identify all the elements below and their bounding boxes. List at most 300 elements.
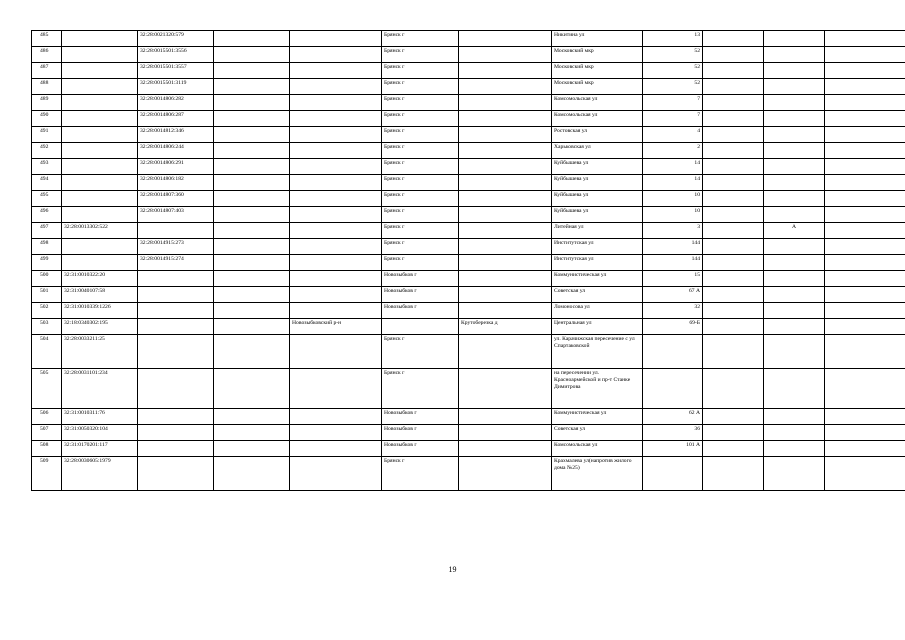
district-cell [290, 271, 382, 287]
row-number: 501 [32, 287, 62, 303]
table-row [32, 369, 905, 409]
locality-cell [459, 191, 552, 207]
cadastral-number-cell: 32:28:0014915:273 [138, 239, 214, 255]
empty-cell [214, 303, 290, 319]
cadastral-number-cell: 32:28:0015501:3119 [138, 79, 214, 95]
empty-cell [825, 303, 905, 319]
cadastral-number-cell: 32:28:0014806:182 [138, 175, 214, 191]
row-number: 495 [32, 191, 62, 207]
locality-cell [459, 239, 552, 255]
street-cell: Институтская ул [552, 239, 643, 255]
cadastral-number-cell: 32:31:0050320:104 [62, 425, 138, 441]
letter-cell [764, 159, 825, 175]
house-number-cell: 52 [643, 63, 703, 79]
house-number-cell: 15 [643, 271, 703, 287]
empty-cell [214, 457, 290, 491]
letter-cell [764, 303, 825, 319]
cadastral-number-cell [62, 79, 138, 95]
empty-cell [214, 223, 290, 239]
letter-cell [764, 79, 825, 95]
table-row [32, 271, 905, 287]
empty-cell [703, 143, 764, 159]
district-cell [290, 31, 382, 47]
empty-cell [825, 191, 905, 207]
house-number-cell: 14 [643, 159, 703, 175]
city-cell: Брянск г [382, 127, 459, 143]
letter-cell [764, 31, 825, 47]
cadastral-number-cell [138, 287, 214, 303]
cadastral-number-cell: 32:28:0014812:346 [138, 127, 214, 143]
cadastral-number-cell [62, 191, 138, 207]
cadastral-number-cell [62, 207, 138, 223]
locality-cell [459, 63, 552, 79]
letter-cell [764, 425, 825, 441]
empty-cell [825, 159, 905, 175]
row-number: 504 [32, 335, 62, 369]
table-row [32, 207, 905, 223]
district-cell [290, 441, 382, 457]
empty-cell [703, 409, 764, 425]
empty-cell [703, 191, 764, 207]
district-cell [290, 303, 382, 319]
street-cell: Ростовская ул [552, 127, 643, 143]
city-cell: Брянск г [382, 255, 459, 271]
city-cell: Брянск г [382, 63, 459, 79]
empty-cell [214, 425, 290, 441]
house-number-cell: 13 [643, 31, 703, 47]
table-row [32, 319, 905, 335]
table-row [32, 31, 905, 47]
district-cell [290, 425, 382, 441]
table-row [32, 409, 905, 425]
empty-cell [214, 369, 290, 409]
locality-cell [459, 255, 552, 271]
locality-cell [459, 303, 552, 319]
empty-cell [214, 63, 290, 79]
locality-cell [459, 287, 552, 303]
locality-cell [459, 223, 552, 239]
locality-cell [459, 95, 552, 111]
empty-cell [825, 425, 905, 441]
street-cell: Центральная ул [552, 319, 643, 335]
cadastral-number-cell [138, 425, 214, 441]
city-cell: Новозыбков г [382, 425, 459, 441]
table-row [32, 175, 905, 191]
district-cell [290, 457, 382, 491]
locality-cell [459, 47, 552, 63]
empty-cell [703, 111, 764, 127]
table-row [32, 143, 905, 159]
row-number: 508 [32, 441, 62, 457]
city-cell: Брянск г [382, 175, 459, 191]
empty-cell [703, 175, 764, 191]
empty-cell [703, 159, 764, 175]
cadastral-number-cell [62, 159, 138, 175]
row-number: 509 [32, 457, 62, 491]
city-cell: Брянск г [382, 31, 459, 47]
letter-cell [764, 207, 825, 223]
cadastral-number-cell: 32:28:0021320:579 [138, 31, 214, 47]
row-number: 505 [32, 369, 62, 409]
table-row [32, 223, 905, 239]
empty-cell [825, 31, 905, 47]
locality-cell [459, 111, 552, 127]
empty-cell [703, 79, 764, 95]
letter-cell [764, 111, 825, 127]
empty-cell [703, 239, 764, 255]
empty-cell [214, 409, 290, 425]
city-cell: Новозыбков г [382, 303, 459, 319]
cadastral-number-cell: 32:28:0013302:522 [62, 223, 138, 239]
street-cell: Институтская ул [552, 255, 643, 271]
district-cell [290, 207, 382, 223]
cadastral-number-cell: 32:28:0014806:282 [138, 95, 214, 111]
table-row [32, 111, 905, 127]
cadastral-number-cell [62, 143, 138, 159]
row-number: 498 [32, 239, 62, 255]
row-number: 490 [32, 111, 62, 127]
row-number: 486 [32, 47, 62, 63]
row-number: 499 [32, 255, 62, 271]
cadastral-number-cell [138, 271, 214, 287]
empty-cell [825, 319, 905, 335]
letter-cell [764, 369, 825, 409]
empty-cell [825, 175, 905, 191]
empty-cell [825, 47, 905, 63]
row-number: 492 [32, 143, 62, 159]
district-cell [290, 255, 382, 271]
empty-cell [703, 31, 764, 47]
empty-cell [825, 409, 905, 425]
house-number-cell: 144 [643, 255, 703, 271]
empty-cell [703, 223, 764, 239]
table-row [32, 63, 905, 79]
empty-cell [703, 303, 764, 319]
locality-cell [459, 425, 552, 441]
cadastral-number-cell [62, 255, 138, 271]
table-row [32, 425, 905, 441]
city-cell: Брянск г [382, 95, 459, 111]
district-cell [290, 369, 382, 409]
letter-cell [764, 409, 825, 425]
table-body [32, 31, 905, 491]
letter-cell [764, 143, 825, 159]
letter-cell [764, 271, 825, 287]
empty-cell [703, 127, 764, 143]
cadastral-number-cell: 32:31:0010322:20 [62, 271, 138, 287]
cadastral-number-cell: 32:31:0010339:1226 [62, 303, 138, 319]
house-number-cell: 3 [643, 223, 703, 239]
cadastral-number-cell [138, 457, 214, 491]
house-number-cell: 144 [643, 239, 703, 255]
city-cell: Брянск г [382, 457, 459, 491]
letter-cell [764, 335, 825, 369]
empty-cell [214, 319, 290, 335]
empty-cell [703, 441, 764, 457]
house-number-cell [643, 457, 703, 491]
street-cell: Куйбышева ул [552, 207, 643, 223]
city-cell: Брянск г [382, 335, 459, 369]
empty-cell [703, 207, 764, 223]
table-row [32, 335, 905, 369]
street-cell: Коммунистическая ул [552, 271, 643, 287]
house-number-cell: 62 А [643, 409, 703, 425]
house-number-cell: 14 [643, 175, 703, 191]
city-cell: Новозыбков г [382, 409, 459, 425]
empty-cell [703, 255, 764, 271]
locality-cell [459, 441, 552, 457]
empty-cell [214, 143, 290, 159]
empty-cell [703, 457, 764, 491]
empty-cell [214, 191, 290, 207]
street-cell: Советская ул [552, 425, 643, 441]
property-register-table [31, 30, 905, 491]
table-row [32, 255, 905, 271]
house-number-cell: 4 [643, 127, 703, 143]
empty-cell [825, 111, 905, 127]
table-row [32, 303, 905, 319]
street-cell: Крахмалева ул(напротив жилого дома №25) [552, 457, 643, 491]
street-cell: Куйбышева ул [552, 175, 643, 191]
city-cell: Брянск г [382, 111, 459, 127]
district-cell [290, 287, 382, 303]
locality-cell [459, 79, 552, 95]
locality-cell: Крутоберезка д [459, 319, 552, 335]
cadastral-number-cell [62, 63, 138, 79]
table-row [32, 95, 905, 111]
cadastral-number-cell [138, 369, 214, 409]
city-cell: Новозыбков г [382, 287, 459, 303]
district-cell [290, 409, 382, 425]
street-cell: Никитина ул [552, 31, 643, 47]
district-cell [290, 223, 382, 239]
empty-cell [214, 175, 290, 191]
street-cell: Коммунистическая ул [552, 409, 643, 425]
table-row [32, 127, 905, 143]
street-cell: Куйбышева ул [552, 191, 643, 207]
empty-cell [825, 79, 905, 95]
page-number: 19 [448, 565, 457, 574]
house-number-cell: 2 [643, 143, 703, 159]
house-number-cell [643, 335, 703, 369]
empty-cell [214, 441, 290, 457]
letter-cell [764, 63, 825, 79]
district-cell [290, 111, 382, 127]
empty-cell [825, 95, 905, 111]
empty-cell [825, 369, 905, 409]
table-row [32, 239, 905, 255]
cadastral-number-cell [138, 223, 214, 239]
cadastral-number-cell: 32:28:0014915:274 [138, 255, 214, 271]
house-number-cell: 52 [643, 79, 703, 95]
district-cell [290, 175, 382, 191]
locality-cell [459, 159, 552, 175]
empty-cell [825, 239, 905, 255]
cadastral-number-cell [138, 319, 214, 335]
locality-cell [459, 175, 552, 191]
row-number: 488 [32, 79, 62, 95]
district-cell [290, 79, 382, 95]
cadastral-number-cell: 32:18:0340302:195 [62, 319, 138, 335]
locality-cell [459, 369, 552, 409]
table-row [32, 191, 905, 207]
district-cell [290, 191, 382, 207]
city-cell: Брянск г [382, 239, 459, 255]
house-number-cell: 7 [643, 111, 703, 127]
letter-cell [764, 191, 825, 207]
cadastral-number-cell [62, 95, 138, 111]
empty-cell [703, 95, 764, 111]
row-number: 489 [32, 95, 62, 111]
empty-cell [214, 335, 290, 369]
street-cell: Московский мкр [552, 79, 643, 95]
district-cell [290, 127, 382, 143]
city-cell: Брянск г [382, 143, 459, 159]
cadastral-number-cell: 32:31:0170201:117 [62, 441, 138, 457]
street-cell: ул. Карачижская пересечение с ул Спартаковской [552, 335, 643, 369]
letter-cell [764, 457, 825, 491]
street-cell: Куйбышева ул [552, 159, 643, 175]
cadastral-number-cell [138, 303, 214, 319]
cadastral-number-cell: 32:28:0014806:291 [138, 159, 214, 175]
street-cell: Комсомольская ул [552, 441, 643, 457]
empty-cell [825, 127, 905, 143]
row-number: 494 [32, 175, 62, 191]
cadastral-number-cell: 32:28:0031101:234 [62, 369, 138, 409]
empty-cell [825, 63, 905, 79]
city-cell: Брянск г [382, 191, 459, 207]
empty-cell [825, 335, 905, 369]
cadastral-number-cell: 32:28:0014807:403 [138, 207, 214, 223]
empty-cell [214, 31, 290, 47]
locality-cell [459, 335, 552, 369]
district-cell [290, 239, 382, 255]
empty-cell [214, 79, 290, 95]
cadastral-number-cell [62, 239, 138, 255]
cadastral-number-cell [62, 31, 138, 47]
district-cell [290, 143, 382, 159]
house-number-cell: 10 [643, 207, 703, 223]
letter-cell [764, 239, 825, 255]
cadastral-number-cell: 32:31:0010311:76 [62, 409, 138, 425]
cadastral-number-cell [62, 175, 138, 191]
city-cell [382, 319, 459, 335]
empty-cell [214, 111, 290, 127]
cadastral-number-cell [138, 441, 214, 457]
row-number: 500 [32, 271, 62, 287]
empty-cell [825, 441, 905, 457]
cadastral-number-cell: 32:28:0014807:360 [138, 191, 214, 207]
cadastral-number-cell [62, 47, 138, 63]
street-cell: Комсомольская ул [552, 111, 643, 127]
street-cell: Ломоносова ул [552, 303, 643, 319]
row-number: 487 [32, 63, 62, 79]
letter-cell [764, 441, 825, 457]
empty-cell [703, 63, 764, 79]
locality-cell [459, 31, 552, 47]
empty-cell [703, 271, 764, 287]
house-number-cell: 36 [643, 425, 703, 441]
district-cell [290, 95, 382, 111]
empty-cell [825, 287, 905, 303]
empty-cell [214, 239, 290, 255]
letter-cell [764, 255, 825, 271]
empty-cell [214, 287, 290, 303]
city-cell: Новозыбков г [382, 271, 459, 287]
street-cell: Комсомольская ул [552, 95, 643, 111]
table-row [32, 441, 905, 457]
empty-cell [825, 207, 905, 223]
empty-cell [825, 271, 905, 287]
empty-cell [703, 319, 764, 335]
street-cell: Московский мкр [552, 63, 643, 79]
empty-cell [214, 47, 290, 63]
table-row [32, 457, 905, 491]
cadastral-number-cell: 32:28:0014806:287 [138, 111, 214, 127]
letter-cell [764, 127, 825, 143]
cadastral-number-cell [62, 127, 138, 143]
house-number-cell: 101 А [643, 441, 703, 457]
cadastral-number-cell: 32:28:0015501:3557 [138, 63, 214, 79]
city-cell: Новозыбков г [382, 441, 459, 457]
empty-cell [703, 369, 764, 409]
locality-cell [459, 409, 552, 425]
house-number-cell: 52 [643, 47, 703, 63]
row-number: 503 [32, 319, 62, 335]
empty-cell [214, 159, 290, 175]
locality-cell [459, 143, 552, 159]
letter-cell [764, 95, 825, 111]
letter-cell: А [764, 223, 825, 239]
row-number: 506 [32, 409, 62, 425]
street-cell: Советская ул [552, 287, 643, 303]
table-row [32, 159, 905, 175]
letter-cell [764, 319, 825, 335]
district-cell: Новозыбковский р-н [290, 319, 382, 335]
cadastral-number-cell [138, 335, 214, 369]
cadastral-number-cell: 32:28:0033211:25 [62, 335, 138, 369]
empty-cell [825, 143, 905, 159]
locality-cell [459, 457, 552, 491]
letter-cell [764, 175, 825, 191]
row-number: 491 [32, 127, 62, 143]
house-number-cell: 67 А [643, 287, 703, 303]
empty-cell [214, 207, 290, 223]
city-cell: Брянск г [382, 207, 459, 223]
house-number-cell [643, 369, 703, 409]
street-cell: на пересечении ул. Красноармейской и пр-т Станке Димитрова [552, 369, 643, 409]
cadastral-number-cell: 32:28:0015501:3556 [138, 47, 214, 63]
letter-cell [764, 287, 825, 303]
locality-cell [459, 127, 552, 143]
house-number-cell: 69-Б [643, 319, 703, 335]
row-number: 485 [32, 31, 62, 47]
street-cell: Литейная ул [552, 223, 643, 239]
house-number-cell: 32 [643, 303, 703, 319]
empty-cell [214, 95, 290, 111]
cadastral-number-cell: 32:28:0030605:1979 [62, 457, 138, 491]
street-cell: Московский мкр [552, 47, 643, 63]
empty-cell [214, 127, 290, 143]
district-cell [290, 47, 382, 63]
city-cell: Брянск г [382, 47, 459, 63]
empty-cell [703, 335, 764, 369]
row-number: 496 [32, 207, 62, 223]
city-cell: Брянск г [382, 79, 459, 95]
district-cell [290, 159, 382, 175]
empty-cell [825, 457, 905, 491]
cadastral-number-cell [138, 409, 214, 425]
